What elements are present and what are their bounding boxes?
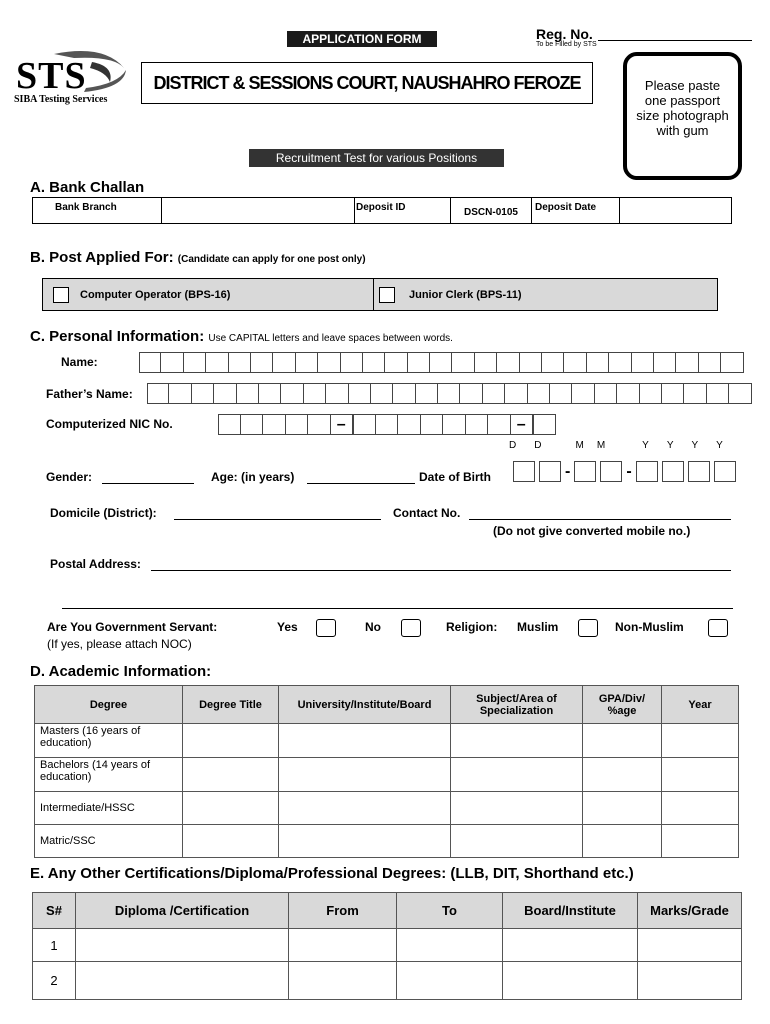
academic-cell[interactable] [279, 792, 451, 825]
academic-degree: Intermediate/HSSC [35, 792, 183, 825]
char-box[interactable] [729, 383, 751, 404]
academic-degree: Masters (16 years of education) [35, 724, 183, 758]
academic-cell[interactable] [451, 792, 583, 825]
cert-serial: 1 [33, 929, 76, 962]
char-box[interactable] [169, 383, 191, 404]
char-box[interactable] [640, 383, 662, 404]
academic-cell[interactable] [451, 724, 583, 758]
section-a-title: A. Bank Challan [30, 179, 145, 196]
cert-cell[interactable] [638, 962, 742, 1000]
post2-checkbox[interactable] [379, 287, 395, 303]
dob-digit-box[interactable] [688, 461, 710, 482]
cnic-digit-box[interactable] [263, 414, 286, 435]
academic-cell[interactable] [583, 792, 662, 825]
table-row [33, 929, 742, 962]
char-box[interactable] [452, 352, 474, 373]
char-box[interactable] [707, 383, 729, 404]
father-name-grid[interactable] [147, 383, 752, 404]
age-label: Age: (in years) [211, 470, 295, 484]
name-label: Name: [61, 355, 98, 369]
cnic-digit-box[interactable] [466, 414, 489, 435]
certifications-table [32, 892, 742, 1000]
academic-degree: Bachelors (14 years of education) [35, 758, 183, 792]
char-box[interactable] [572, 383, 594, 404]
cnic-grid[interactable] [218, 414, 556, 435]
dob-format-letter: D [534, 440, 542, 451]
char-box[interactable] [161, 352, 183, 373]
contact-label: Contact No. [393, 506, 461, 520]
char-box[interactable] [363, 352, 385, 373]
academic-cell[interactable] [583, 825, 662, 858]
char-box[interactable] [550, 383, 572, 404]
academic-header: Year [662, 686, 739, 724]
char-box[interactable] [214, 383, 236, 404]
char-box[interactable] [564, 352, 586, 373]
section-b-title: B. Post Applied For: [30, 249, 174, 266]
char-box[interactable] [505, 383, 527, 404]
recruitment-banner: Recruitment Test for various Positions [249, 149, 504, 167]
govt-servant-label: Are You Government Servant: [47, 620, 218, 634]
cnic-digit-box[interactable] [398, 414, 421, 435]
char-box[interactable] [416, 383, 438, 404]
academic-cell[interactable] [451, 758, 583, 792]
cnic-dash: – [511, 414, 534, 435]
char-box[interactable] [632, 352, 654, 373]
academic-header: Degree Title [183, 686, 279, 724]
name-grid[interactable] [139, 352, 744, 373]
academic-cell[interactable] [279, 758, 451, 792]
muslim-label: Muslim [517, 620, 559, 634]
cnic-dash: – [331, 414, 354, 435]
char-box[interactable] [393, 383, 415, 404]
cnic-digit-box[interactable] [218, 414, 241, 435]
academic-table [34, 685, 739, 858]
reg-no-label: Reg. No. [536, 26, 593, 42]
dob-format-letter: D [509, 440, 517, 451]
cnic-digit-box[interactable] [443, 414, 466, 435]
post2-label: Junior Clerk (BPS-11) [409, 289, 522, 301]
dob-digit-box[interactable] [636, 461, 658, 482]
academic-header: GPA/Div/ %age [583, 686, 662, 724]
char-box[interactable] [184, 352, 206, 373]
dob-dash: - [565, 462, 571, 480]
char-box[interactable] [296, 352, 318, 373]
dob-digit-box[interactable] [539, 461, 561, 482]
char-box[interactable] [662, 383, 684, 404]
academic-cell[interactable] [183, 724, 279, 758]
post1-label: Computer Operator (BPS-16) [80, 289, 231, 301]
domicile-label: Domicile (District): [50, 506, 157, 520]
char-box[interactable] [609, 352, 631, 373]
bank-challan-table [32, 197, 732, 224]
dob-digit-box[interactable] [662, 461, 684, 482]
bank-branch-label: Bank Branch [33, 198, 162, 224]
non-muslim-label: Non-Muslim [615, 620, 684, 634]
academic-cell[interactable] [279, 825, 451, 858]
cert-cell[interactable] [289, 929, 397, 962]
cnic-digit-box[interactable] [376, 414, 399, 435]
char-box[interactable] [699, 352, 721, 373]
deposit-id-label: Deposit ID [355, 198, 451, 224]
cert-cell[interactable] [638, 929, 742, 962]
char-box[interactable] [259, 383, 281, 404]
char-box[interactable] [528, 383, 550, 404]
section-e-title: E. Any Other Certifications/Diploma/Professional Degrees: (LLB, DIT, Shorthand etc.) [30, 865, 634, 882]
muslim-checkbox[interactable] [578, 619, 598, 637]
char-box[interactable] [147, 383, 169, 404]
cert-cell[interactable] [397, 962, 503, 1000]
char-box[interactable] [304, 383, 326, 404]
academic-header: University/Institute/Board [279, 686, 451, 724]
cnic-digit-box[interactable] [286, 414, 309, 435]
gender-label: Gender: [46, 470, 93, 484]
form-title: APPLICATION FORM [287, 31, 437, 47]
dob-digit-box[interactable] [574, 461, 596, 482]
dob-format-letter: Y [716, 440, 723, 451]
photo-box[interactable]: Please paste one passport size photograph with gum [623, 52, 742, 180]
cert-header: Board/Institute [503, 893, 638, 929]
father-name-label: Father’s Name: [46, 387, 133, 401]
char-box[interactable] [460, 383, 482, 404]
post-options [42, 278, 718, 311]
char-box[interactable] [229, 352, 251, 373]
court-title: DISTRICT & SESSIONS COURT, NAUSHAHRO FEROZE [141, 62, 593, 104]
cnic-label: Computerized NIC No. [46, 417, 173, 431]
char-box[interactable] [587, 352, 609, 373]
cnic-digit-box[interactable] [488, 414, 511, 435]
dob-format-hint [509, 440, 723, 451]
char-box[interactable] [684, 383, 706, 404]
post-option-junior-clerk[interactable] [374, 279, 717, 310]
char-box[interactable] [349, 383, 371, 404]
cert-cell[interactable] [397, 929, 503, 962]
dob-format-letter: Y [666, 440, 674, 451]
academic-cell[interactable] [662, 758, 739, 792]
academic-cell[interactable] [183, 825, 279, 858]
char-box[interactable] [341, 352, 363, 373]
religion-label: Religion: [446, 620, 498, 634]
char-box[interactable] [542, 352, 564, 373]
contact-input[interactable] [469, 519, 731, 520]
cert-header: From [289, 893, 397, 929]
contact-note: (Do not give converted mobile no.) [493, 524, 691, 538]
cnic-digit-box[interactable] [353, 414, 376, 435]
cnic-digit-box[interactable] [421, 414, 444, 435]
academic-cell[interactable] [583, 758, 662, 792]
dob-grid[interactable] [513, 461, 740, 482]
char-box[interactable] [430, 352, 452, 373]
section-d-title: D. Academic Information: [30, 663, 212, 680]
char-box[interactable] [438, 383, 460, 404]
char-box[interactable] [520, 352, 542, 373]
char-box[interactable] [273, 352, 295, 373]
dob-format-letter: Y [642, 440, 649, 451]
cert-header: To [397, 893, 503, 929]
govt-yes-label: Yes [277, 620, 298, 634]
reg-no-note: To be Filled by STS [536, 41, 597, 48]
cert-header: S# [33, 893, 76, 929]
logo-text: STS [16, 55, 87, 97]
address-input-1[interactable] [151, 570, 731, 571]
cert-header: Diploma /Certification [76, 893, 289, 929]
academic-header: Subject/Area of Specialization [451, 686, 583, 724]
char-box[interactable] [139, 352, 161, 373]
char-box[interactable] [326, 383, 348, 404]
dob-digit-box[interactable] [600, 461, 622, 482]
dob-label: Date of Birth [419, 470, 491, 484]
char-box[interactable] [676, 352, 698, 373]
cert-cell[interactable] [76, 929, 289, 962]
section-c-heading [30, 328, 453, 345]
address-label: Postal Address: [50, 557, 141, 571]
academic-cell[interactable] [451, 825, 583, 858]
govt-no-checkbox[interactable] [401, 619, 421, 637]
academic-cell[interactable] [662, 724, 739, 758]
cert-cell[interactable] [76, 962, 289, 1000]
char-box[interactable] [617, 383, 639, 404]
char-box[interactable] [595, 383, 617, 404]
academic-cell[interactable] [279, 724, 451, 758]
table-row [35, 758, 739, 792]
char-box[interactable] [408, 352, 430, 373]
char-box[interactable] [475, 352, 497, 373]
dob-dash: - [626, 462, 632, 480]
govt-servant-note: (If yes, please attach NOC) [47, 637, 192, 651]
academic-cell[interactable] [662, 792, 739, 825]
cnic-digit-box[interactable] [308, 414, 331, 435]
char-box[interactable] [237, 383, 259, 404]
cert-cell[interactable] [289, 962, 397, 1000]
academic-header: Degree [35, 686, 183, 724]
cert-header: Marks/Grade [638, 893, 742, 929]
cert-serial: 2 [33, 962, 76, 1000]
academic-degree: Matric/SSC [35, 825, 183, 858]
char-box[interactable] [483, 383, 505, 404]
char-box[interactable] [654, 352, 676, 373]
section-b-note: (Candidate can apply for one post only) [177, 254, 366, 265]
cnic-digit-box[interactable] [533, 414, 556, 435]
govt-yes-checkbox[interactable] [316, 619, 336, 637]
char-box[interactable] [721, 352, 743, 373]
deposit-date-label: Deposit Date [532, 198, 620, 224]
dob-format-letter: M [575, 440, 584, 451]
char-box[interactable] [251, 352, 273, 373]
reg-no-line[interactable] [598, 40, 752, 41]
char-box[interactable] [371, 383, 393, 404]
table-row [35, 724, 739, 758]
dob-format-letter: M [596, 440, 606, 451]
sts-logo [14, 48, 129, 108]
dob-digit-box[interactable] [714, 461, 736, 482]
cert-cell[interactable] [503, 962, 638, 1000]
char-box[interactable] [497, 352, 519, 373]
char-box[interactable] [192, 383, 214, 404]
post-option-computer-operator[interactable] [43, 279, 374, 310]
domicile-input[interactable] [174, 519, 381, 520]
age-input[interactable] [307, 483, 415, 484]
table-row [35, 825, 739, 858]
table-row [33, 962, 742, 1000]
deposit-date-input[interactable] [620, 198, 732, 224]
academic-cell[interactable] [662, 825, 739, 858]
dob-format-letter: Y [691, 440, 699, 451]
section-c-title: C. Personal Information: [30, 328, 205, 345]
logo-subtitle: SIBA Testing Services [14, 94, 108, 105]
section-c-note: Use CAPITAL letters and leave spaces between words. [208, 333, 453, 344]
char-box[interactable] [206, 352, 228, 373]
bank-branch-input[interactable] [162, 198, 355, 224]
non-muslim-checkbox[interactable] [708, 619, 728, 637]
academic-cell[interactable] [583, 724, 662, 758]
academic-cell[interactable] [183, 758, 279, 792]
cnic-digit-box[interactable] [241, 414, 264, 435]
deposit-id-value: DSCN-0105 [451, 198, 532, 224]
academic-cell[interactable] [183, 792, 279, 825]
gender-input[interactable] [102, 483, 194, 484]
address-input-2[interactable] [62, 608, 733, 609]
post1-checkbox[interactable] [53, 287, 69, 303]
dob-digit-box[interactable] [513, 461, 535, 482]
section-b-heading [30, 249, 366, 266]
char-box[interactable] [385, 352, 407, 373]
cert-cell[interactable] [503, 929, 638, 962]
govt-no-label: No [365, 620, 381, 634]
table-row [35, 792, 739, 825]
char-box[interactable] [318, 352, 340, 373]
char-box[interactable] [281, 383, 303, 404]
